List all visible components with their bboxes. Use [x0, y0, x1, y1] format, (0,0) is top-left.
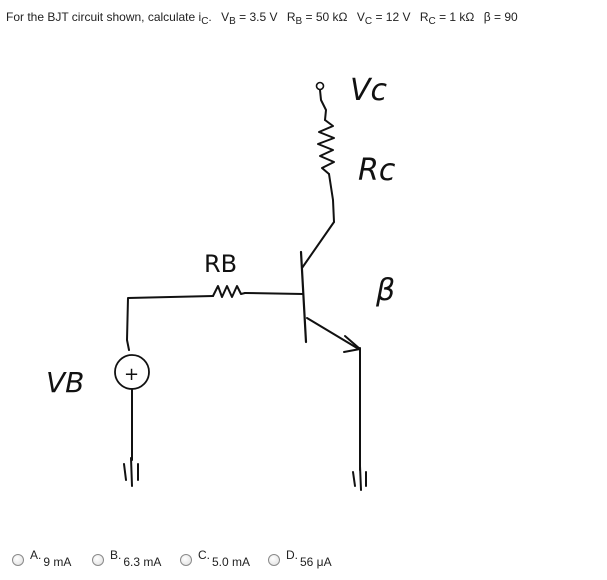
choice-c-text: 5.0 mA — [212, 555, 251, 569]
choice-b-text: 6.3 mA — [123, 555, 162, 569]
choice-b[interactable] — [92, 548, 162, 569]
emitter-lead — [307, 318, 357, 348]
vb-ground — [124, 458, 138, 486]
vc-label: Vc — [350, 73, 388, 108]
beta-label: β — [376, 273, 396, 308]
collector-lead — [302, 222, 334, 268]
choice-d[interactable] — [268, 548, 332, 569]
bjt-circuit-diagram — [0, 40, 607, 530]
rb-label: RB — [204, 250, 238, 278]
vc-wire — [320, 90, 326, 120]
rc-resistor — [318, 120, 334, 174]
radio-c[interactable] — [180, 554, 192, 566]
vc-terminal — [317, 83, 324, 90]
choice-c-letter: C. — [198, 548, 210, 562]
choice-c[interactable] — [180, 548, 251, 569]
choice-d-letter: D. — [286, 548, 298, 562]
rb-resistor — [213, 286, 245, 297]
radio-b[interactable] — [92, 554, 104, 566]
rc-label: Rc — [358, 153, 396, 188]
choice-b-letter: B. — [110, 548, 122, 562]
emitter-ground — [353, 466, 366, 490]
choice-a-text: 9 mA — [43, 555, 72, 569]
radio-d[interactable] — [268, 554, 280, 566]
given-vb: $V_B = 3.5$ V — [221, 10, 278, 27]
given-rc: $R_C = 1$ kΩ — [419, 10, 475, 27]
given-vc: $V_C = 12$ V — [356, 10, 411, 27]
choice-a[interactable] — [12, 548, 72, 569]
collector-wire — [329, 174, 334, 222]
given-rb: $R_B = 50$ kΩ — [286, 10, 348, 27]
radio-a[interactable] — [12, 554, 24, 566]
vb-label: VB — [46, 366, 85, 399]
rb-wire-left — [127, 296, 213, 350]
question-prompt: For the BJT circuit shown, calculate $i_C$. — [6, 10, 212, 27]
question-text — [6, 10, 602, 27]
choice-a-letter: A. — [30, 548, 42, 562]
rb-wire-right — [245, 293, 303, 294]
vb-plus-sign: + — [124, 364, 140, 385]
choice-d-text: 56 μA — [300, 555, 332, 569]
given-beta: β = 90 — [483, 10, 518, 24]
